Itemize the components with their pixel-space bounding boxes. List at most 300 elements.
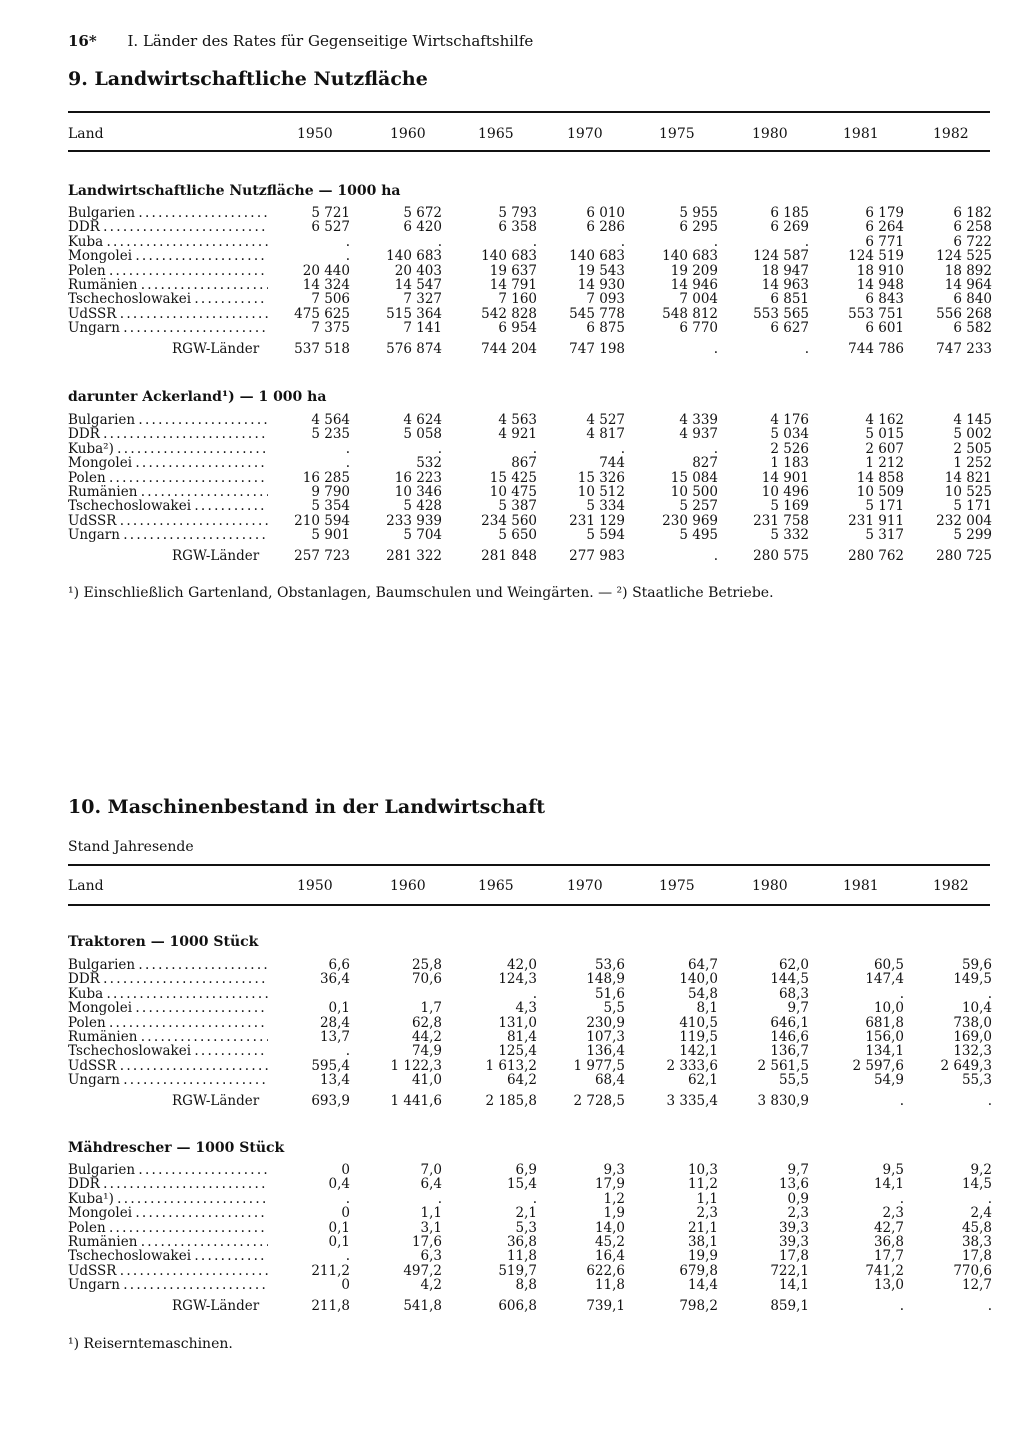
table-cell: 147,4 bbox=[865, 971, 904, 988]
table-cell: 10 509 bbox=[856, 483, 904, 500]
table-cell: 6 771 bbox=[865, 233, 904, 250]
table-cell: 140 683 bbox=[386, 248, 442, 265]
table-cell: 53,6 bbox=[594, 957, 625, 973]
table-cell: . bbox=[804, 233, 809, 250]
table-row bbox=[68, 1264, 990, 1278]
table-cell: 2,1 bbox=[515, 1205, 537, 1222]
row-label: RGW-Länder bbox=[172, 341, 260, 356]
table-cell: 15 084 bbox=[670, 469, 718, 486]
table-cell: 5 495 bbox=[679, 527, 718, 544]
table10-group2 bbox=[68, 1163, 990, 1313]
table-row bbox=[68, 1001, 990, 1015]
table-cell: . bbox=[437, 1190, 442, 1207]
table-cell: . bbox=[345, 233, 350, 250]
table-cell: 14 547 bbox=[394, 276, 442, 293]
table-cell: 2 526 bbox=[770, 440, 809, 457]
table-cell: 277 983 bbox=[569, 547, 625, 564]
table-cell: 4 817 bbox=[586, 426, 625, 443]
table-cell: 606,8 bbox=[498, 1297, 537, 1314]
row-label: Kuba . . . bbox=[68, 987, 268, 1001]
row-label: Tschechoslowakei . . . bbox=[68, 292, 268, 306]
table-cell: 59,6 bbox=[961, 957, 992, 973]
table-cell: . bbox=[345, 440, 350, 457]
table-cell: 4 937 bbox=[679, 426, 718, 443]
table-cell: 2 333,6 bbox=[666, 1057, 718, 1074]
table-cell: 744 204 bbox=[481, 340, 537, 357]
table-row bbox=[68, 292, 990, 306]
table-cell: 2 561,5 bbox=[757, 1057, 809, 1074]
table-cell: 475 625 bbox=[294, 305, 350, 322]
table-cell: 2 649,3 bbox=[940, 1057, 992, 1074]
table-cell: 45,2 bbox=[594, 1233, 625, 1250]
table-cell: 17,9 bbox=[594, 1176, 625, 1193]
column-header-year: 1982 bbox=[933, 126, 969, 142]
row-label: Bulgarien . . . bbox=[68, 206, 268, 220]
table-cell: . bbox=[987, 985, 992, 1002]
table-cell: 6 843 bbox=[865, 291, 904, 308]
table-cell: 9,7 bbox=[787, 1000, 809, 1017]
table-cell: 25,8 bbox=[411, 957, 442, 973]
table-cell: 146,6 bbox=[770, 1028, 809, 1045]
table-cell: 5 428 bbox=[403, 498, 442, 515]
table-cell: 257 723 bbox=[294, 547, 350, 564]
table-cell: 19 543 bbox=[577, 262, 625, 279]
table-cell: 497,2 bbox=[403, 1262, 442, 1279]
table9-footnote: ¹) Einschließlich Gartenland, Obstanlagen, Baumschulen und Weingärten. — ²) Staatliche Betriebe. bbox=[68, 585, 774, 601]
table-cell: . bbox=[532, 233, 537, 250]
table-cell: 140 683 bbox=[481, 248, 537, 265]
table-cell: 17,8 bbox=[961, 1248, 992, 1265]
table-row bbox=[68, 958, 990, 972]
row-label: Ungarn . . . bbox=[68, 1073, 268, 1087]
row-label: RGW-Länder bbox=[172, 1298, 260, 1313]
row-label: Tschechoslowakei . . . bbox=[68, 1044, 268, 1058]
table-row bbox=[68, 307, 990, 321]
table-cell: 541,8 bbox=[403, 1297, 442, 1314]
table-cell: 14 324 bbox=[302, 276, 350, 293]
table-cell: . bbox=[713, 547, 718, 564]
table-cell: 2,3 bbox=[696, 1205, 718, 1222]
table10-title: 10. Maschinenbestand in der Landwirtschaft bbox=[68, 796, 546, 818]
table-cell: 6 851 bbox=[770, 291, 809, 308]
table-row bbox=[68, 1163, 990, 1177]
table-cell: 0,9 bbox=[787, 1190, 809, 1207]
row-label: Mongolei . . . bbox=[68, 1001, 268, 1015]
table-cell: 6 182 bbox=[953, 205, 992, 221]
table-cell: 738,0 bbox=[953, 1014, 992, 1031]
row-label: Tschechoslowakei . . . bbox=[68, 1249, 268, 1263]
table-cell: 14,5 bbox=[961, 1176, 992, 1193]
table-cell: 5 169 bbox=[770, 498, 809, 515]
table-cell: 7 506 bbox=[311, 291, 350, 308]
row-label: UdSSR . . . bbox=[68, 307, 268, 321]
table10-header-rule bbox=[68, 904, 990, 906]
table-cell: . bbox=[345, 248, 350, 265]
table-cell: 14 858 bbox=[856, 469, 904, 486]
table-cell: 107,3 bbox=[586, 1028, 625, 1045]
table-cell: . bbox=[437, 233, 442, 250]
table-cell: 9,5 bbox=[882, 1162, 904, 1178]
table-cell: 20 440 bbox=[302, 262, 350, 279]
table-cell: 149,5 bbox=[953, 971, 992, 988]
table-cell: . bbox=[804, 340, 809, 357]
column-header-land: Land bbox=[68, 878, 104, 894]
table-cell: 7 004 bbox=[679, 291, 718, 308]
table-cell: 234 560 bbox=[481, 512, 537, 529]
row-label: Mongolei . . . bbox=[68, 1206, 268, 1220]
table-row bbox=[68, 1073, 990, 1087]
table-cell: 11,8 bbox=[506, 1248, 537, 1265]
table-row bbox=[68, 1235, 990, 1249]
table-cell: . bbox=[437, 440, 442, 457]
table-cell: 125,4 bbox=[498, 1043, 537, 1060]
table-cell: . bbox=[713, 233, 718, 250]
table-cell: 410,5 bbox=[679, 1014, 718, 1031]
row-label: Ungarn . . . bbox=[68, 528, 268, 542]
table-cell: 5 299 bbox=[953, 527, 992, 544]
table-row bbox=[68, 1278, 990, 1292]
table-row bbox=[68, 249, 990, 263]
row-label: Rumänien . . . bbox=[68, 1235, 268, 1249]
table-cell: 2 607 bbox=[865, 440, 904, 457]
table-cell: 1,9 bbox=[603, 1205, 625, 1222]
row-label: Polen . . . bbox=[68, 264, 268, 278]
table-cell: 548 812 bbox=[662, 305, 718, 322]
table-cell: 5 058 bbox=[403, 426, 442, 443]
table-cell: 7 375 bbox=[311, 320, 350, 337]
table-cell: 6 179 bbox=[865, 205, 904, 221]
table-cell: 3,1 bbox=[420, 1219, 442, 1236]
table-cell: 14 948 bbox=[856, 276, 904, 293]
column-header-year: 1970 bbox=[567, 878, 603, 894]
table-cell: 14 901 bbox=[761, 469, 809, 486]
table-cell: 1,7 bbox=[420, 1000, 442, 1017]
table-cell: 5 594 bbox=[586, 527, 625, 544]
table-row bbox=[68, 220, 990, 234]
table-cell: 722,1 bbox=[770, 1262, 809, 1279]
table-cell: 70,6 bbox=[411, 971, 442, 988]
table-cell: 6 627 bbox=[770, 320, 809, 337]
table-cell: . bbox=[987, 1297, 992, 1314]
table-cell: 6 264 bbox=[865, 219, 904, 236]
table9-title: 9. Landwirtschaftliche Nutzfläche bbox=[68, 68, 428, 90]
table-cell: 124 525 bbox=[936, 248, 992, 265]
table-cell: 280 725 bbox=[936, 547, 992, 564]
table-cell: 0 bbox=[341, 1277, 350, 1294]
table-row bbox=[68, 1030, 990, 1044]
table10-group2-title: Mähdrescher — 1000 Stück bbox=[68, 1140, 285, 1156]
row-label: DDR . . . bbox=[68, 427, 268, 441]
row-label: Tschechoslowakei . . . bbox=[68, 499, 268, 513]
table-cell: 5 354 bbox=[311, 498, 350, 515]
table10-group1-title: Traktoren — 1000 Stück bbox=[68, 934, 259, 950]
table-cell: 17,8 bbox=[778, 1248, 809, 1265]
table-cell: 5 955 bbox=[679, 205, 718, 221]
table-row bbox=[68, 514, 990, 528]
table-cell: 231 129 bbox=[569, 512, 625, 529]
table-row bbox=[68, 1221, 990, 1235]
table-cell: 5 704 bbox=[403, 527, 442, 544]
table-cell: 140 683 bbox=[662, 248, 718, 265]
table-cell: 17,6 bbox=[411, 1233, 442, 1250]
table-row bbox=[68, 206, 990, 220]
table-cell: 519,7 bbox=[498, 1262, 537, 1279]
table-cell: 553 751 bbox=[848, 305, 904, 322]
row-label: Polen . . . bbox=[68, 1016, 268, 1030]
table-total-row bbox=[68, 342, 990, 356]
table-cell: 747 233 bbox=[936, 340, 992, 357]
table-cell: 14 821 bbox=[944, 469, 992, 486]
table-cell: 542 828 bbox=[481, 305, 537, 322]
table-cell: 0,1 bbox=[328, 1233, 350, 1250]
table-cell: 5 257 bbox=[679, 498, 718, 515]
table-cell: 13,7 bbox=[319, 1028, 350, 1045]
table-cell: 28,4 bbox=[319, 1014, 350, 1031]
table-cell: 6 527 bbox=[311, 219, 350, 236]
table-cell: 0,1 bbox=[328, 1219, 350, 1236]
table-cell: 2 597,6 bbox=[852, 1057, 904, 1074]
table-cell: 39,3 bbox=[778, 1233, 809, 1250]
table10-column-header bbox=[68, 878, 990, 898]
table-cell: 5 015 bbox=[865, 426, 904, 443]
table-cell: 74,9 bbox=[411, 1043, 442, 1060]
table-cell: 132,3 bbox=[953, 1043, 992, 1060]
table10-subtitle: Stand Jahresende bbox=[68, 839, 194, 855]
table-cell: 6 295 bbox=[679, 219, 718, 236]
table-cell: 2 505 bbox=[953, 440, 992, 457]
table-cell: 6 770 bbox=[679, 320, 718, 337]
table-cell: 131,0 bbox=[498, 1014, 537, 1031]
row-label: Kuba . . . bbox=[68, 235, 268, 249]
table-cell: 39,3 bbox=[778, 1219, 809, 1236]
table-cell: 4 921 bbox=[498, 426, 537, 443]
table-cell: 16 285 bbox=[302, 469, 350, 486]
table-cell: . bbox=[345, 1190, 350, 1207]
table-cell: 0 bbox=[341, 1205, 350, 1222]
table-cell: . bbox=[987, 1190, 992, 1207]
table-cell: 0 bbox=[341, 1162, 350, 1178]
table-cell: 19 209 bbox=[670, 262, 718, 279]
table-cell: 62,0 bbox=[778, 957, 809, 973]
row-label: UdSSR . . . bbox=[68, 1264, 268, 1278]
table-cell: 14,1 bbox=[778, 1277, 809, 1294]
row-label: UdSSR . . . bbox=[68, 1059, 268, 1073]
table-row bbox=[68, 1059, 990, 1073]
table-cell: 6,9 bbox=[515, 1162, 537, 1178]
table-cell: 0,1 bbox=[328, 1000, 350, 1017]
table-cell: 1,2 bbox=[603, 1190, 625, 1207]
table-cell: 545 778 bbox=[569, 305, 625, 322]
table-cell: 859,1 bbox=[770, 1297, 809, 1314]
table-cell: 537 518 bbox=[294, 340, 350, 357]
table-cell: 5 171 bbox=[865, 498, 904, 515]
table-cell: 36,8 bbox=[873, 1233, 904, 1250]
table10-top-rule bbox=[68, 864, 990, 866]
column-header-year: 1981 bbox=[843, 126, 879, 142]
table-cell: 12,7 bbox=[961, 1277, 992, 1294]
row-label: Kuba²) . . . bbox=[68, 442, 268, 456]
table-cell: 18 892 bbox=[944, 262, 992, 279]
table-cell: . bbox=[620, 233, 625, 250]
table-cell: 5 317 bbox=[865, 527, 904, 544]
table-cell: 741,2 bbox=[865, 1262, 904, 1279]
table-cell: 10 496 bbox=[761, 483, 809, 500]
table-cell: 7,0 bbox=[420, 1162, 442, 1178]
table-cell: 693,9 bbox=[311, 1092, 350, 1109]
table-cell: 744 bbox=[599, 455, 625, 472]
table-row bbox=[68, 427, 990, 441]
table-cell: 5 650 bbox=[498, 527, 537, 544]
table-cell: 36,8 bbox=[506, 1233, 537, 1250]
row-label: Bulgarien . . . bbox=[68, 413, 268, 427]
table-cell: 13,6 bbox=[778, 1176, 809, 1193]
table-cell: 2,4 bbox=[970, 1205, 992, 1222]
table-cell: 1,1 bbox=[420, 1205, 442, 1222]
table-cell: 231 758 bbox=[753, 512, 809, 529]
table-cell: 14,0 bbox=[594, 1219, 625, 1236]
table-cell: 10,0 bbox=[873, 1000, 904, 1017]
table-cell: . bbox=[713, 340, 718, 357]
table-cell: 16 223 bbox=[394, 469, 442, 486]
table-cell: 5 171 bbox=[953, 498, 992, 515]
table-cell: 4 624 bbox=[403, 412, 442, 428]
table-cell: 64,2 bbox=[506, 1072, 537, 1089]
table-cell: 7 160 bbox=[498, 291, 537, 308]
table-cell: 4 339 bbox=[679, 412, 718, 428]
table-cell: 68,3 bbox=[778, 985, 809, 1002]
row-label: Polen . . . bbox=[68, 471, 268, 485]
table-row bbox=[68, 1249, 990, 1263]
table-cell: 595,4 bbox=[311, 1057, 350, 1074]
table-cell: 64,7 bbox=[687, 957, 718, 973]
table-cell: 4 176 bbox=[770, 412, 809, 428]
table-cell: 5 332 bbox=[770, 527, 809, 544]
column-header-year: 1970 bbox=[567, 126, 603, 142]
table-cell: 280 575 bbox=[753, 547, 809, 564]
table-cell: 1 122,3 bbox=[390, 1057, 442, 1074]
table-cell: 144,5 bbox=[770, 971, 809, 988]
column-header-land: Land bbox=[68, 126, 104, 142]
table-cell: 169,0 bbox=[953, 1028, 992, 1045]
table-cell: 744 786 bbox=[848, 340, 904, 357]
table-cell: 1 977,5 bbox=[573, 1057, 625, 1074]
table-cell: 14 946 bbox=[670, 276, 718, 293]
table-cell: 6 269 bbox=[770, 219, 809, 236]
table-cell: 11,2 bbox=[687, 1176, 718, 1193]
table-cell: 7 327 bbox=[403, 291, 442, 308]
table-cell: 6 601 bbox=[865, 320, 904, 337]
table-cell: 38,1 bbox=[687, 1233, 718, 1250]
row-label: Rumänien . . . bbox=[68, 1030, 268, 1044]
table-cell: 124 587 bbox=[753, 248, 809, 265]
table-cell: 5,5 bbox=[603, 1000, 625, 1017]
table-cell: 9,7 bbox=[787, 1162, 809, 1178]
table-cell: 5 721 bbox=[311, 205, 350, 221]
table9-column-header bbox=[68, 126, 990, 146]
table-row bbox=[68, 1016, 990, 1030]
table-cell: 646,1 bbox=[770, 1014, 809, 1031]
table-cell: 230 969 bbox=[662, 512, 718, 529]
table-row bbox=[68, 1044, 990, 1058]
table-cell: 14,4 bbox=[687, 1277, 718, 1294]
table-cell: 233 939 bbox=[386, 512, 442, 529]
table-cell: 6 258 bbox=[953, 219, 992, 236]
table-cell: 15 326 bbox=[577, 469, 625, 486]
table-cell: 21,1 bbox=[687, 1219, 718, 1236]
table9-group1 bbox=[68, 206, 990, 356]
row-label: DDR . . . bbox=[68, 972, 268, 986]
column-header-year: 1975 bbox=[659, 126, 695, 142]
row-label: RGW-Länder bbox=[172, 548, 260, 563]
table9-header-rule bbox=[68, 150, 990, 152]
column-header-year: 1965 bbox=[478, 126, 514, 142]
table-cell: 679,8 bbox=[679, 1262, 718, 1279]
table-cell: 4,2 bbox=[420, 1277, 442, 1294]
table-cell: 6 875 bbox=[586, 320, 625, 337]
row-label: Bulgarien . . . bbox=[68, 1163, 268, 1177]
table-row bbox=[68, 987, 990, 1001]
row-label: Ungarn . . . bbox=[68, 321, 268, 335]
table-cell: 4 527 bbox=[586, 412, 625, 428]
table-cell: 42,0 bbox=[506, 957, 537, 973]
table-cell: 17,7 bbox=[873, 1248, 904, 1265]
table-cell: 2,3 bbox=[787, 1205, 809, 1222]
row-label: DDR . . . bbox=[68, 1177, 268, 1191]
table-cell: 515 364 bbox=[386, 305, 442, 322]
row-label: Rumänien . . . bbox=[68, 278, 268, 292]
table-cell: . bbox=[987, 1092, 992, 1109]
table-cell: 124,3 bbox=[498, 971, 537, 988]
table-cell: 1 212 bbox=[865, 455, 904, 472]
table-cell: 556 268 bbox=[936, 305, 992, 322]
table-cell: 10 475 bbox=[489, 483, 537, 500]
table-row bbox=[68, 442, 990, 456]
column-header-year: 1950 bbox=[297, 878, 333, 894]
table-cell: 210 594 bbox=[294, 512, 350, 529]
table-cell: 6 420 bbox=[403, 219, 442, 236]
table-cell: 1 441,6 bbox=[390, 1092, 442, 1109]
table-cell: 553 565 bbox=[753, 305, 809, 322]
table-cell: 281 322 bbox=[386, 547, 442, 564]
table-cell: 8,8 bbox=[515, 1277, 537, 1294]
table-cell: 6 840 bbox=[953, 291, 992, 308]
table-total-row bbox=[68, 1299, 990, 1313]
table-cell: 55,3 bbox=[961, 1072, 992, 1089]
table-cell: 10,4 bbox=[961, 1000, 992, 1017]
table-cell: 5 034 bbox=[770, 426, 809, 443]
row-label: Mongolei . . . bbox=[68, 249, 268, 263]
row-label: Bulgarien . . . bbox=[68, 958, 268, 972]
table-cell: 51,6 bbox=[594, 985, 625, 1002]
row-label: DDR . . . bbox=[68, 220, 268, 234]
table-cell: 13,0 bbox=[873, 1277, 904, 1294]
table-cell: 18 947 bbox=[761, 262, 809, 279]
table-row bbox=[68, 264, 990, 278]
table-cell: 0,4 bbox=[328, 1176, 350, 1193]
table-cell: 5,3 bbox=[515, 1219, 537, 1236]
table-cell: 15 425 bbox=[489, 469, 537, 486]
column-header-year: 1980 bbox=[752, 126, 788, 142]
table-cell: 41,0 bbox=[411, 1072, 442, 1089]
table-cell: 4 162 bbox=[865, 412, 904, 428]
table-cell: 281 848 bbox=[481, 547, 537, 564]
table-cell: 6,4 bbox=[420, 1176, 442, 1193]
table-cell: 8,1 bbox=[696, 1000, 718, 1017]
table-row bbox=[68, 1192, 990, 1206]
page-number: 16* bbox=[68, 32, 97, 50]
table-cell: 681,8 bbox=[865, 1014, 904, 1031]
table-cell: 798,2 bbox=[679, 1297, 718, 1314]
